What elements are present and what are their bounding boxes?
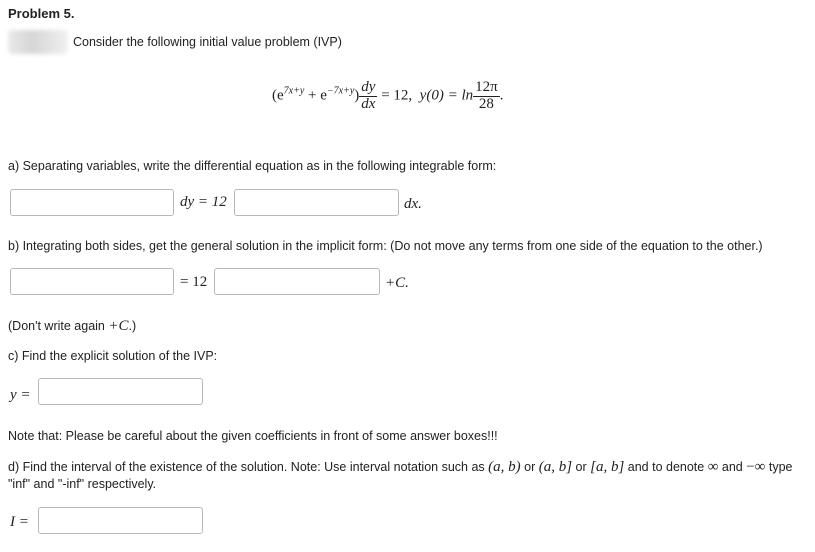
eq-end: . (499, 87, 504, 104)
interval-closed: [a, b] (590, 459, 625, 475)
part-c-input[interactable] (38, 378, 203, 405)
coefficient-note: Note that: Please be careful about the given coefficients in front of some answer boxes!!! (8, 429, 498, 443)
part-a-input-left[interactable] (10, 189, 174, 216)
part-d-prompt-line2: "inf" and "-inf" respectively. (8, 477, 157, 491)
initial-condition: y(0) = ln (419, 87, 474, 104)
frac-dx: dx (361, 95, 376, 112)
part-d-and: and (718, 460, 747, 474)
redacted-logo (8, 30, 68, 54)
part-b-prompt: b) Integrating both sides, get the general solution in the implicit form: (Do not move any terms from one side of the equation to the other.) (8, 239, 763, 253)
part-b-input-left[interactable] (10, 268, 174, 295)
interval-half-open: (a, b] (538, 459, 573, 475)
part-d-input[interactable] (38, 507, 203, 534)
part-d-type: type (765, 460, 793, 474)
note-pre: (Don't write again (8, 319, 109, 333)
part-a-mid: dy = 12 (180, 194, 227, 210)
eq-exp1: 7x+y (283, 85, 305, 97)
dy-dx-fraction (359, 80, 377, 113)
eq-plus: + e (304, 87, 327, 104)
part-d-or1: or (520, 460, 539, 474)
part-c-prompt: c) Find the explicit solution of the IVP: (8, 349, 218, 363)
part-d-text-pre: d) Find the interval of the existence of the solution. Note: Use interval notation such as (8, 460, 489, 474)
part-b-note (8, 318, 136, 335)
problem-title: Problem 5. (8, 6, 75, 21)
eq-close: ) (354, 87, 360, 104)
part-d-or2: or (572, 460, 591, 474)
eq-exp2: −7x+y (326, 85, 355, 97)
part-a-input-right[interactable] (234, 189, 399, 216)
note-c: +C (108, 318, 129, 334)
ic-num: 12π (475, 79, 498, 95)
part-c-label: y = (10, 387, 31, 403)
ic-den: 28 (478, 95, 494, 112)
eq-open: (e (272, 87, 284, 104)
part-a-end: dx. (404, 196, 422, 212)
infinity-symbol: ∞ (707, 459, 719, 475)
part-d-label: I = (10, 514, 29, 530)
problem-intro: Consider the following initial value problem (IVP) (73, 35, 342, 49)
neg-infinity-symbol: −∞ (746, 459, 766, 475)
part-d-prompt-line1 (8, 459, 792, 476)
part-b-input-right[interactable] (214, 268, 380, 295)
eq-rhs: = 12, (377, 87, 413, 104)
interval-open: (a, b) (488, 459, 521, 475)
ic-fraction (473, 80, 500, 113)
ode-equation (272, 80, 503, 113)
part-d-mid: and to denote (624, 460, 708, 474)
part-a-prompt: a) Separating variables, write the differential equation as in the following integrable form: (8, 159, 497, 173)
frac-dy: dy (361, 79, 376, 95)
note-post: .) (128, 319, 137, 333)
part-b-mid: = 12 (180, 274, 208, 290)
part-b-end: +C. (385, 275, 409, 291)
